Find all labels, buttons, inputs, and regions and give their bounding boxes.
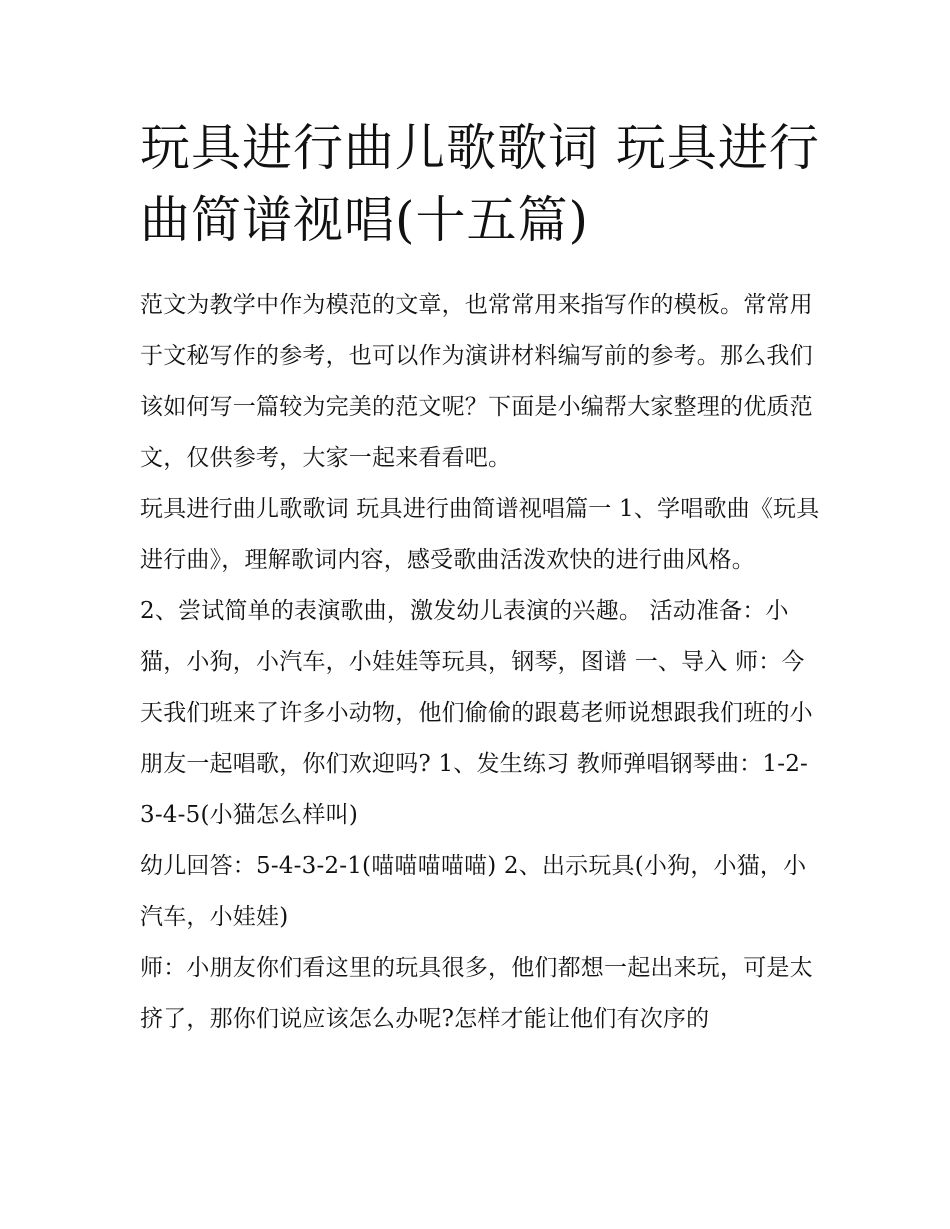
- paragraph-child-answer: 幼儿回答：5-4-3-2-1(喵喵喵喵喵) 2、出示玩具(小狗，小猫，小汽车，小娃娃): [140, 853, 807, 930]
- document-body: [140, 280, 820, 1045]
- paragraph-objective-1: 玩具进行曲儿歌歌词 玩具进行曲简谱视唱篇一 1、学唱歌曲《玩具进行曲》，理解歌词内容，感受歌曲活泼欢快的进行曲风格。: [140, 496, 820, 573]
- paragraph-intro: 范文为教学中作为模范的文章，也常常用来指写作的模板。常常用于文秘写作的参考，也可以作为演讲材料编写前的参考。那么我们该如何写一篇较为完美的范文呢？下面是小编帮大家整理的优质范文，仅供参考，大家一起来看看吧。: [140, 292, 813, 471]
- document-title: 玩具进行曲儿歌歌词 玩具进行曲简谱视唱(十五篇): [140, 119, 820, 249]
- paragraph-objective-2: 2、尝试简单的表演歌曲，激发幼儿表演的兴趣。 活动准备：小猫，小狗，小汽车，小娃娃等玩具，钢琴，图谱 一、导入 师：今天我们班来了许多小动物，他们偷偷的跟葛老师说想跟我们班的小朋友一起唱歌，你们欢迎吗? 1、发生练习 教师弹唱钢琴曲：1-2-3-4-5(小猫怎么样叫): [140, 598, 813, 828]
- paragraph-teacher-question: 师：小朋友你们看这里的玩具很多，他们都想一起出来玩，可是太挤了，那你们说应该怎么办呢?怎样才能让他们有次序的: [140, 955, 813, 1032]
